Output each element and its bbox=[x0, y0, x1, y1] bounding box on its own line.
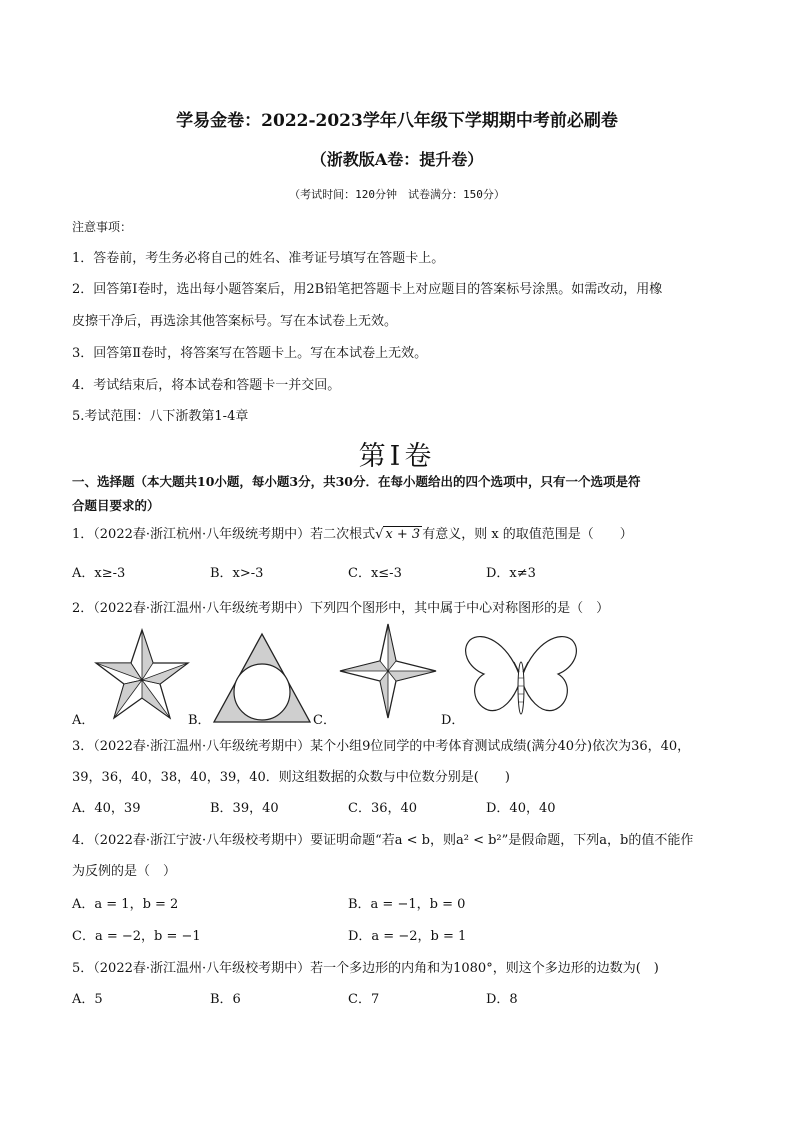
notice-item: 4．考试结束后，将本试卷和答题卡一并交回。 bbox=[72, 378, 341, 393]
q4-option-c[interactable]: C．a = −2，b = −1 bbox=[72, 929, 201, 944]
q2-label-b[interactable]: B． bbox=[188, 713, 211, 728]
triangle-circle-figure[interactable] bbox=[212, 632, 312, 724]
notice-item: 1．答卷前，考生务必将自己的姓名、准考证号填写在答题卡上。 bbox=[72, 251, 445, 266]
butterfly-figure[interactable] bbox=[462, 632, 580, 718]
question-4-line1: 4．（2022春·浙江宁波·八年级校考期中）要证明命题“若a < b，则a² < b²”是假命题，下列a，b的值不能作 bbox=[72, 833, 694, 848]
section-title: 第Ⅰ卷 bbox=[358, 441, 436, 472]
q2-label-d[interactable]: D． bbox=[441, 713, 465, 728]
notice-item: 5.考试范围：八下浙教第1-4章 bbox=[72, 409, 249, 424]
q5-option-b[interactable]: B．6 bbox=[210, 992, 241, 1007]
q2-label-a[interactable]: A． bbox=[72, 713, 95, 728]
q5-option-c[interactable]: C．7 bbox=[348, 992, 380, 1007]
q1-option-b[interactable]: B．x>-3 bbox=[210, 566, 264, 581]
notice-heading: 注意事项： bbox=[72, 220, 133, 234]
notice-item: 2．回答第Ⅰ卷时，选出每小题答案后，用2B铅笔把答题卡上对应题目的答案标号涂黑。如需改动，用橡 bbox=[72, 282, 663, 297]
q1-option-c[interactable]: C．x≤-3 bbox=[348, 566, 402, 581]
radicand: x + 3 bbox=[385, 527, 421, 542]
notice-item: 3．回答第Ⅱ卷时，将答案写在答题卡上。写在本试卷上无效。 bbox=[72, 346, 428, 361]
section-intro: 合题目要求的） bbox=[72, 498, 160, 513]
exam-title: 学易金卷：2022-2023学年八年级下学期期中考前必刷卷 bbox=[176, 111, 618, 131]
q1-option-d[interactable]: D．x≠3 bbox=[486, 566, 536, 581]
sqrt-symbol: √ bbox=[375, 527, 384, 542]
q3-option-a[interactable]: A．40，39 bbox=[72, 801, 141, 816]
q5-option-a[interactable]: A．5 bbox=[72, 992, 103, 1007]
q2-label-c[interactable]: C． bbox=[313, 713, 336, 728]
q3-option-c[interactable]: C．36，40 bbox=[348, 801, 418, 816]
question-4-line2: 为反例的是（ ） bbox=[72, 864, 177, 879]
section-intro: 一、选择题（本大题共10小题，每小题3分，共30分．在每小题给出的四个选项中，只有一个选项是符 bbox=[72, 474, 641, 489]
question-2: 2．（2022春·浙江温州·八年级统考期中）下列四个图形中，其中属于中心对称图形的是（ ） bbox=[72, 601, 610, 616]
exam-subtitle: （浙教版A卷：提升卷） bbox=[310, 150, 484, 169]
q5-option-d[interactable]: D．8 bbox=[486, 992, 518, 1007]
q3-option-b[interactable]: B．39，40 bbox=[210, 801, 279, 816]
q4-option-d[interactable]: D．a = −2，b = 1 bbox=[348, 929, 467, 944]
four-point-star-figure[interactable] bbox=[338, 622, 438, 720]
question-1 bbox=[72, 523, 633, 542]
q3-option-d[interactable]: D．40，40 bbox=[486, 801, 556, 816]
question-5: 5．（2022春·浙江温州·八年级校考期中）若一个多边形的内角和为1080°，则这个多边形的边数为( ) bbox=[72, 961, 659, 976]
question-3-line2: 39，36，40，38，40，39，40．则这组数据的众数与中位数分别是( ) bbox=[72, 770, 510, 785]
exam-info: （考试时间：120分钟 试卷满分：150分） bbox=[289, 188, 505, 201]
question-3-line1: 3．（2022春·浙江温州·八年级统考期中）某个小组9位同学的中考体育测试成绩(满分40分)依次为36，40， bbox=[72, 739, 691, 754]
q4-option-a[interactable]: A．a = 1，b = 2 bbox=[72, 897, 179, 912]
q1-option-a[interactable]: A．x≥-3 bbox=[72, 566, 126, 581]
q4-option-b[interactable]: B．a = −1，b = 0 bbox=[348, 897, 466, 912]
notice-item: 皮擦干净后，再选涂其他答案标号。写在本试卷上无效。 bbox=[72, 314, 398, 329]
question-1-suffix: 有意义，则 x 的取值范围是（ ） bbox=[422, 527, 633, 542]
question-1-prefix: 1．（2022春·浙江杭州·八年级统考期中）若二次根式 bbox=[72, 527, 376, 542]
star-figure[interactable] bbox=[94, 628, 190, 724]
